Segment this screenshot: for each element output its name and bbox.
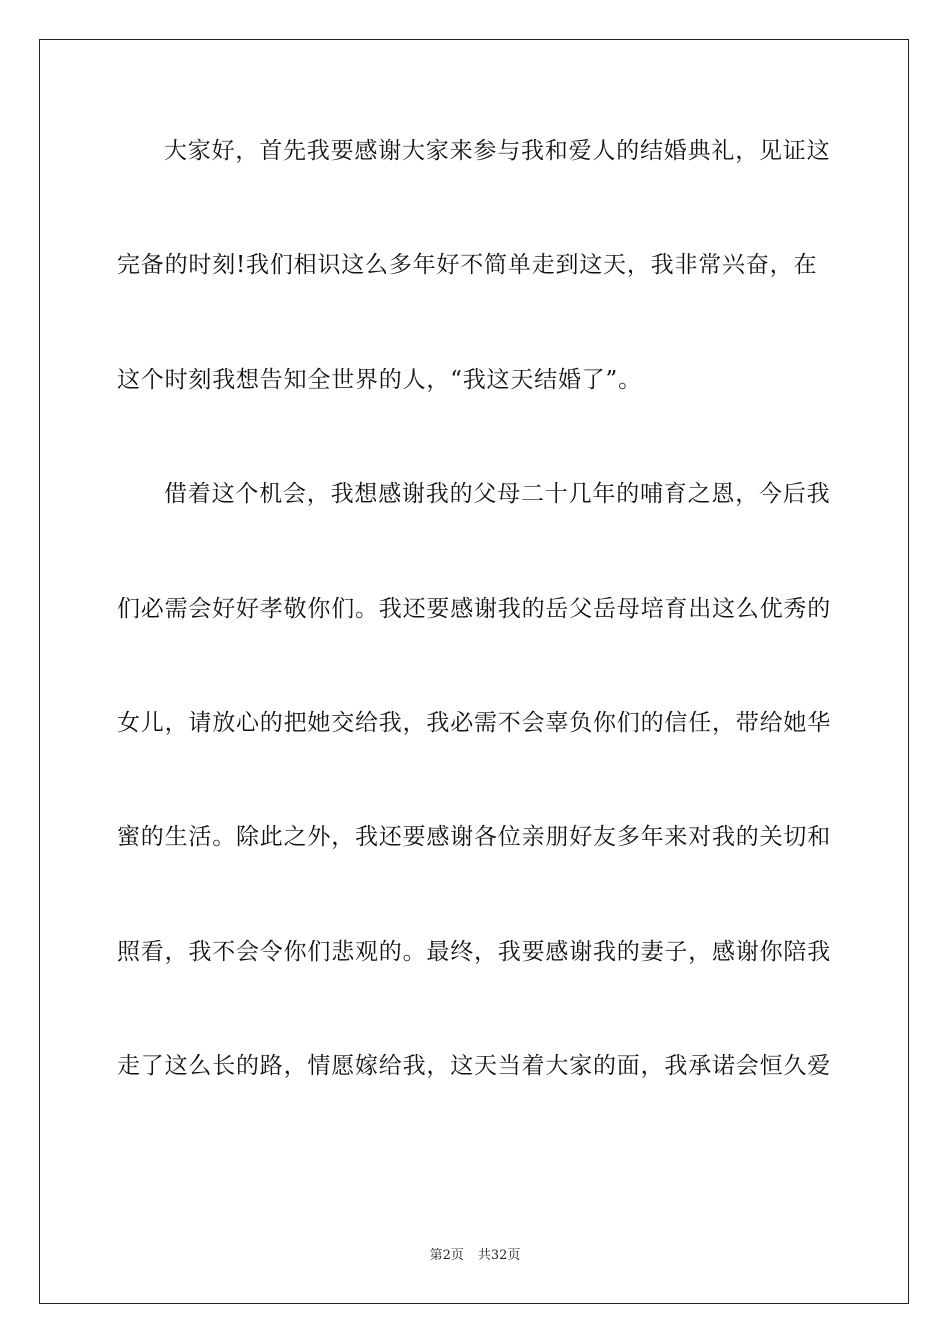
paragraph-1-line-1: 大家好，首先我要感谢大家来参与我和爱人的结婚典礼，见证这 bbox=[164, 138, 831, 164]
paragraph-1-line-2: 完备的时刻!我们相识这么多年好不简单走到这天，我非常兴奋，在 bbox=[117, 252, 818, 279]
paragraph-2-line-1: 借着这个机会，我想感谢我的父母二十几年的哺育之恩，今后我 bbox=[164, 481, 831, 508]
paragraph-2-line-5: 照看，我不会令你们悲观的。最终，我要感谢我的妻子，感谢你陪我 bbox=[117, 938, 831, 965]
paragraph-1-line-3: 这个时刻我想告知全世界的人，“我这天结婚了”。 bbox=[117, 366, 642, 393]
paragraph-2-line-2: 们必需会好好孝敬你们。我还要感谢我的岳父岳母培育出这么优秀的 bbox=[117, 595, 831, 622]
paragraph-2-line-4: 蜜的生活。除此之外，我还要感谢各位亲朋好友多年来对我的关切和 bbox=[117, 824, 831, 851]
total-pages: 共32页 bbox=[477, 1248, 521, 1263]
page-number: 第2页 bbox=[429, 1248, 464, 1263]
paragraph-2-line-3: 女儿，请放心的把她交给我，我必需不会辜负你们的信任，带给她华 bbox=[117, 709, 831, 736]
document-body bbox=[117, 125, 833, 1155]
paragraph-2-line-6: 走了这么长的路，情愿嫁给我，这天当着大家的面，我承诺会恒久爱 bbox=[117, 1053, 831, 1080]
page-footer bbox=[0, 1246, 950, 1266]
